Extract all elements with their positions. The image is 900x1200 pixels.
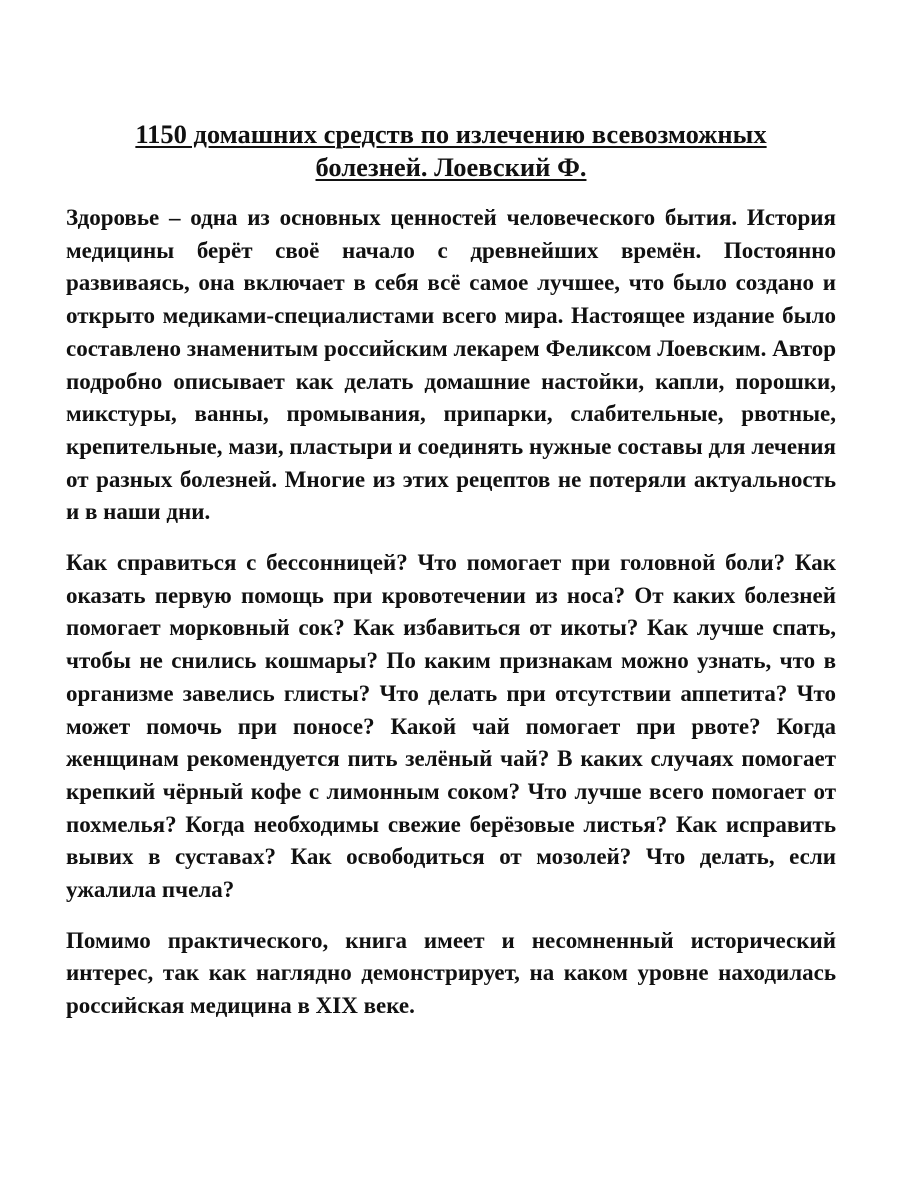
paragraph-intro: Здоровье – одна из основных ценностей человеческого бытия. История медицины берёт своё начало с древнейших времён. Постоянно развиваясь, она включает в себя всё самое лучшее, что было создано и открыто медиками-специалистами всего мира. Настоящее издание было составлено знаменитым российским лекарем Феликсом Лоевским. Автор подробно описывает как делать домашние настойки, капли, порошки, микстуры, ванны, промывания, припарки, слабительные, рвотные, крепительные, мази, пластыри и соединять нужные составы для лечения от разных болезней. Многие из этих рецептов не потеряли актуальность и в наши дни.	[66, 205, 836, 525]
paragraph-conclusion: Помимо практического, книга имеет и несомненный исторический интерес, так как наглядно демонстрирует, на каком уровне находилась российская медицина в XIX веке.	[66, 927, 836, 1019]
paragraph-questions: Как справиться с бессонницей? Что помогает при головной боли? Как оказать первую помощь при кровотечении из носа? От каких болезней помогает морковный сок? Как избавиться от икоты? Как лучше спать, чтобы не снились кошмары? По каким признакам можно узнать, что в организме завелись глисты? Что делать при отсутствии аппетита? Что может помочь при поносе? Какой чай помогает при рвоте? Когда женщинам рекомендуется пить зелёный чай? В каких случаях помогает крепкий чёрный кофе с лимонным соком? Что лучше всего помогает от похмелья? Когда необходимы свежие берёзовые листья? Как исправить вывих в суставах? Как освободиться от мозолей? Что делать, если ужалила пчела?	[66, 550, 836, 903]
document-page	[66, 118, 836, 1023]
document-title: 1150 домашних средств по излечению всевозможных болезней. Лоевский Ф.	[135, 119, 767, 182]
